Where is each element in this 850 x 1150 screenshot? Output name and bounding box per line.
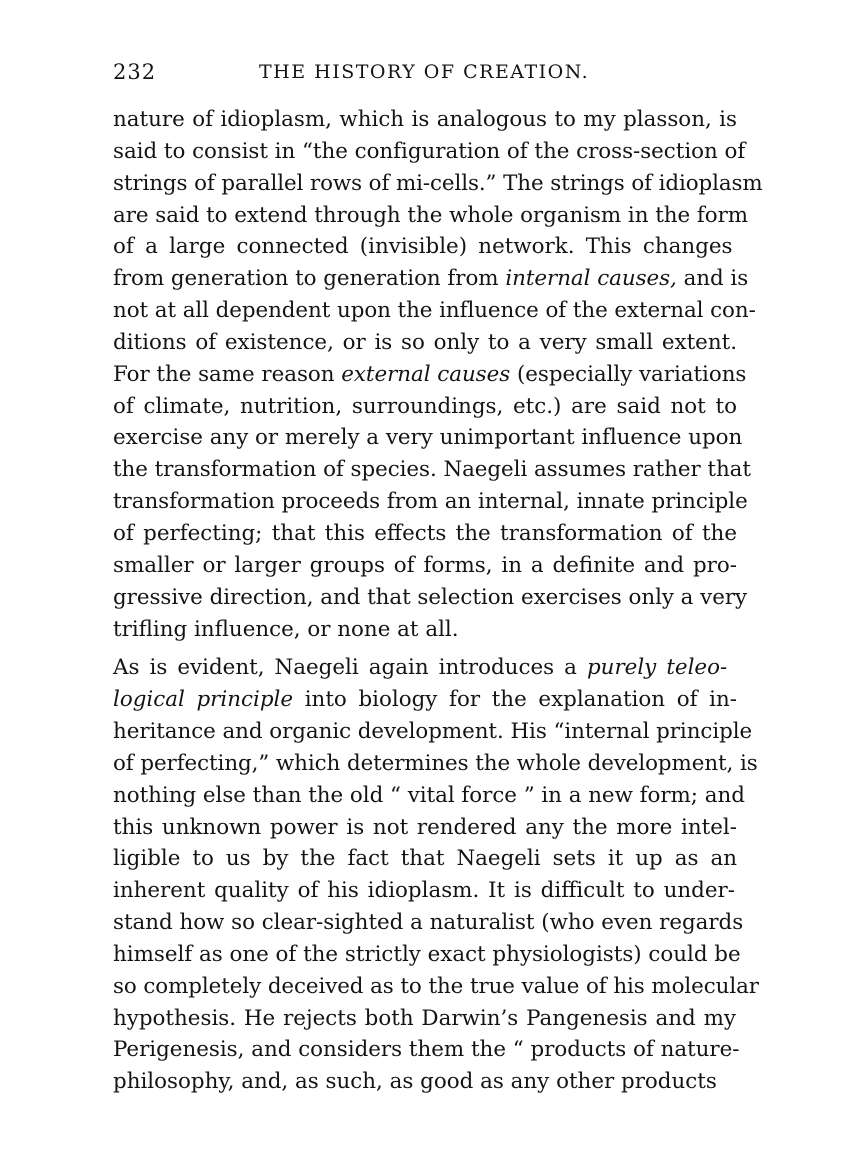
text-segment: into biology for the explanation of in- (293, 687, 737, 713)
text-segment: nature of idioplasm, which is analogous to my plasson, is (113, 107, 737, 132)
text-line (113, 231, 743, 263)
text-segment: are said to extend through the whole organism in the form (113, 202, 749, 228)
text-segment: this unknown power is not rendered any the more intel- (113, 814, 737, 840)
text-line (113, 907, 743, 939)
text-segment: Perigenesis, and considers them the “ products of nature- (113, 1037, 740, 1063)
text-line (113, 1034, 743, 1066)
text-segment: from generation to generation from (113, 266, 506, 292)
text-segment: hypothesis. He rejects both Darwin’s Pangenesis and my (113, 1005, 736, 1031)
text-segment: ditions of existence, or is so only to a very small extent. (113, 329, 737, 355)
italic-phrase: logical principle (113, 687, 294, 713)
running-head (113, 60, 738, 90)
text-line (113, 104, 743, 136)
text-line (113, 716, 753, 748)
text-segment: ligible to us by the fact that Naegeli sets it up as an (113, 846, 737, 872)
text-line (113, 486, 748, 518)
text-line (113, 1003, 743, 1035)
text-segment: As is evident, Naegeli again introduces a (113, 655, 587, 681)
text-segment: himself as one of the strictly exact physiologists) could be (113, 941, 741, 967)
text-line (113, 582, 748, 614)
text-segment: and is (676, 266, 749, 292)
text-segment: stand how so clear-sighted a naturalist (who even regards (113, 910, 744, 936)
text-line (113, 780, 743, 812)
text-segment: of perfecting,” which determines the whole development, is (113, 750, 758, 776)
text-line (113, 875, 743, 907)
text-line (113, 1066, 743, 1098)
paragraph (113, 652, 759, 1098)
text-segment: philosophy, and, as such, as good as any other products (113, 1069, 717, 1095)
text-segment: exercise any or merely a very unimportant influence upon (113, 425, 743, 451)
italic-phrase: internal causes, (505, 266, 677, 292)
text-line (113, 263, 749, 295)
text-segment: trifling influence, or none at all. (113, 616, 459, 642)
text-line (113, 327, 743, 359)
text-line (113, 454, 751, 486)
text-segment: gressive direction, and that selection exercises only a very (113, 584, 748, 610)
text-segment: not at all dependent upon the influence of the external con- (113, 298, 756, 324)
italic-phrase: external causes (341, 361, 511, 387)
text-segment: heritance and organic development. His “internal principle (113, 719, 753, 745)
text-line (113, 812, 743, 844)
page-number: 232 (113, 60, 157, 84)
text-line (113, 971, 759, 1003)
text-line (113, 939, 743, 971)
text-segment: strings of parallel rows of mi-cells.” The strings of idioplasm (113, 170, 763, 196)
text-line (113, 652, 743, 684)
text-segment: (especially variations (510, 361, 747, 387)
italic-phrase: purely teleo- (586, 655, 728, 681)
text-segment: For the same reason (113, 361, 342, 387)
text-segment: nothing else than the old “ vital force ” in a new form; and (113, 782, 745, 808)
text-line (113, 843, 743, 875)
text-segment: of perfecting; that this effects the transformation of the (113, 520, 737, 546)
text-segment: of climate, nutrition, surroundings, etc.) are said not to (113, 393, 737, 419)
text-line (113, 518, 743, 550)
text-segment: said to consist in “the configuration of the cross-section of (113, 138, 746, 164)
text-line (113, 748, 758, 780)
text-line (113, 422, 743, 454)
text-line (113, 550, 743, 582)
text-segment: transformation proceeds from an internal, innate principle (113, 489, 748, 515)
text-segment: inherent quality of his idioplasm. It is difficult to under- (113, 878, 735, 904)
text-line (113, 684, 743, 716)
text-line (113, 614, 743, 646)
text-line (113, 200, 749, 232)
running-title: THE HISTORY OF CREATION. (259, 61, 590, 83)
text-segment: of a large connected (invisible) network. This changes (113, 234, 733, 260)
text-line (113, 359, 747, 391)
text-line (113, 168, 763, 200)
text-segment: smaller or larger groups of forms, in a definite and pro- (113, 552, 737, 578)
body-text (113, 104, 763, 1098)
text-line (113, 295, 756, 327)
paragraph (113, 104, 763, 645)
text-line (113, 136, 746, 168)
text-segment: the transformation of species. Naegeli assumes rather that (113, 457, 751, 483)
text-segment: so completely deceived as to the true value of his molecular (113, 973, 759, 999)
text-line (113, 391, 743, 423)
